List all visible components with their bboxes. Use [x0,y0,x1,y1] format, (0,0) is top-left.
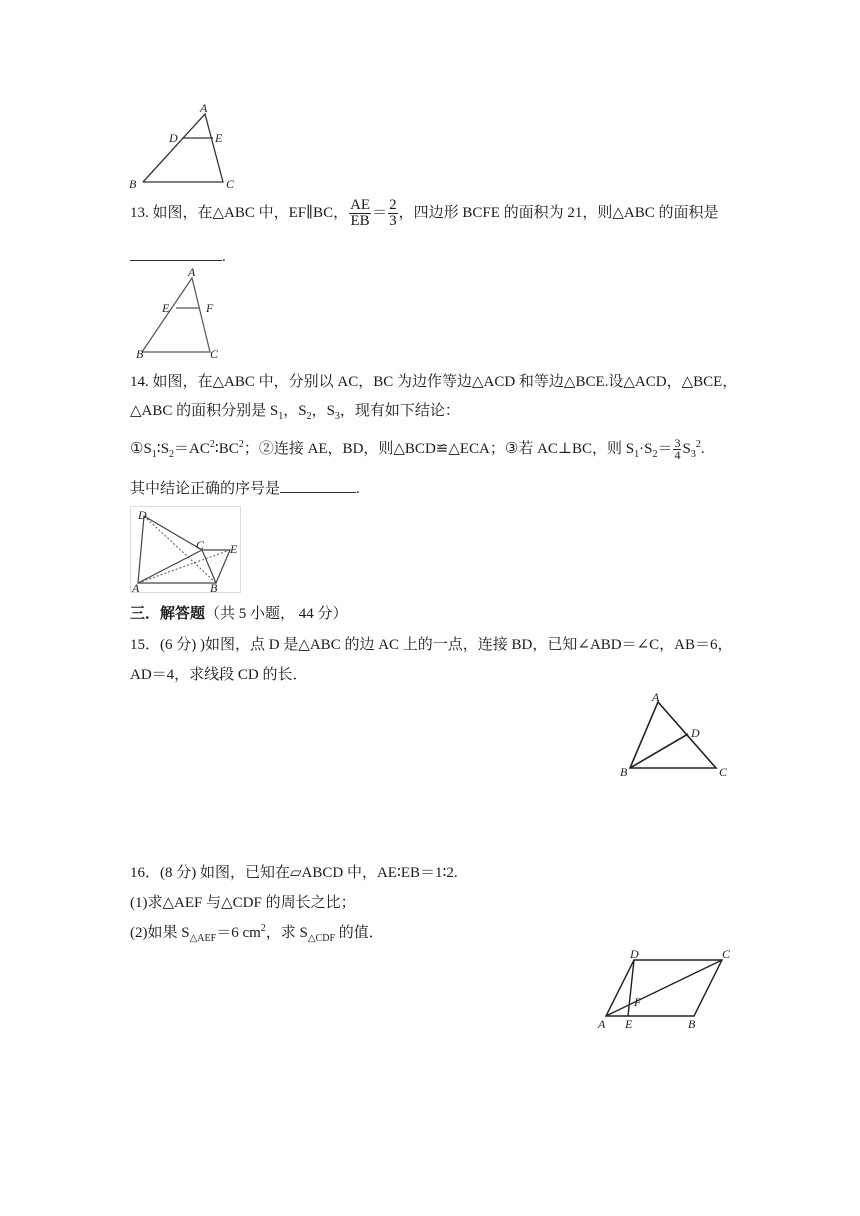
c1-a: ①S [130,441,152,457]
label-c: C [226,177,235,191]
sub-2: 2 [306,411,312,422]
q14-text-2b: ，S [283,403,307,419]
c1-e: ；②连接 AE，BD，则△BCD≌△ECA；③若 AC⊥BC，则 S [243,441,635,457]
frac-den: 4 [674,448,681,463]
q14-text-2d: ，现有如下结论： [339,403,460,419]
q16-text-3a: (2)如果 S [130,925,190,941]
triangle-abc-q13 [142,278,210,352]
label-c: C [722,947,731,961]
c1-sub3: 1 [634,449,640,460]
c1-sub4: 2 [652,449,658,460]
q14-text-2a: △ABC 的面积分别是 S [130,403,279,419]
label-a: A [598,1017,606,1031]
label-c: C [719,765,728,779]
diagonal-ac [606,960,722,1016]
q15-text-1: 15．(6 分) )如图，点 D 是△ABC 的边 AC 上的一点，连接 BD，已知∠ABD＝∠C，AB＝6， [130,637,733,653]
c1-h: S [682,441,691,457]
q13-frac1-num: AE [350,197,371,214]
q16-line2 [130,892,356,914]
c1-b: ∶S [156,441,170,457]
q16-text-3b: ＝6 cm [216,925,261,941]
label-a: A [652,690,660,704]
q15-line1 [130,634,733,656]
label-d: D [630,947,639,961]
frac-num: 3 [674,436,681,451]
q14-text-4: 其中结论正确的序号是 [130,481,281,497]
figure-q12 [125,100,245,192]
triangle-abc [143,114,223,182]
q14-line1 [130,371,737,393]
label-e: E [215,131,223,145]
fraction-3-4 [673,438,681,461]
q16-text-3d: 的值． [335,925,384,941]
label-e: E [230,542,238,556]
q16-text-2: (1)求△AEF 与△CDF 的周长之比； [130,895,356,911]
q16-sub2: △CDF [307,933,336,944]
triangle-abc-q15 [630,702,716,768]
q13-frac2-den: 3 [389,213,397,230]
figure-q16 [592,946,742,1036]
label-d: D [691,726,700,740]
c1-sub5: 3 [690,449,696,460]
q16-sup: 2 [260,923,266,934]
triangle-bce [202,550,230,583]
c1-g: ＝ [657,441,673,457]
label-f: F [634,995,642,1009]
q13-fraction-2-3 [388,198,398,229]
sub-3: 3 [334,411,340,422]
label-d: D [138,508,147,522]
section-3-title: 三．解答题 [130,606,206,622]
q16-text-3c: ，求 S [265,925,308,941]
q13-frac2-num: 2 [389,197,397,214]
label-a: A [188,266,196,279]
q14-answer-blank[interactable] [280,478,356,493]
label-b: B [210,581,218,594]
c1-f: ·S [639,441,653,457]
c1-d: ∶BC [214,441,239,457]
label-b: B [688,1017,696,1031]
q13-period: . [222,249,226,265]
c1-sup3: 2 [695,439,701,450]
figure-q15 [618,690,738,782]
section-3-note: （共 5 小题， 44 分） [205,606,348,622]
q13-equals: ＝ [372,205,388,221]
q14-line3 [130,433,705,465]
q13-fraction-ae-eb [349,198,371,229]
label-e: E [162,301,170,315]
q13-text-pre: 13. 如图，在△ABC 中，EF∥BC， [130,205,349,221]
q14-line2 [130,400,460,422]
c1-sub1: 1 [151,449,157,460]
q13-answer-blank[interactable] [130,246,222,261]
label-c: C [196,538,205,552]
q16-text-1: 16．(8 分) 如图，已知在▱ABCD 中，AE∶EB＝1∶2. [130,865,458,881]
q14-line4 [130,478,360,500]
q13-text-post: ，四边形 BCFE 的面积为 21，则△ABC 的面积是 [398,205,719,221]
q13-frac1-den: EB [350,213,370,230]
q16-sub1: △AEF [189,933,217,944]
c1-i: . [700,441,705,457]
segment-bd [630,734,688,768]
label-c: C [210,347,219,361]
figure-q13 [130,266,230,362]
q13-line1 [130,196,719,230]
dotted-ae [138,550,230,583]
q14-period: . [356,481,360,497]
label-b: B [620,765,628,779]
label-a: A [132,581,140,594]
q13-line2 [130,246,226,268]
figure-q14 [130,506,242,594]
label-b: B [129,177,137,191]
q16-line3 [130,922,384,944]
c1-sup1: 2 [209,439,215,450]
label-e: E [625,1017,633,1031]
section-3-header [130,603,348,625]
label-f: F [206,301,214,315]
label-a: A [200,101,208,115]
q14-text-1: 14. 如图，在△ABC 中，分别以 AC，BC 为边作等边△ACD 和等边△BCE.设△ACD，△BCE， [130,374,738,390]
label-b: B [136,347,144,361]
q16-line1 [130,862,458,884]
label-d: D [169,131,178,145]
q14-text-2c: ，S [311,403,335,419]
c1-sup2: 2 [238,439,244,450]
c1-c: ＝AC [174,441,210,457]
triangle-acd [138,516,202,583]
q15-text-2: AD＝4，求线段 CD 的长． [130,667,308,683]
sub-1: 1 [278,411,284,422]
c1-sub2: 2 [169,449,175,460]
q15-line2 [130,664,308,686]
